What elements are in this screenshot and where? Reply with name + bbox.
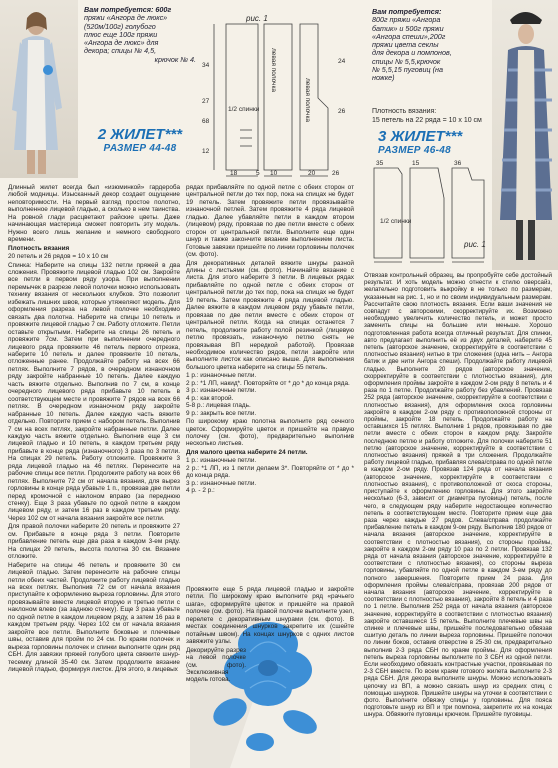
materials-line: Вам потребуется: 600г: [84, 5, 172, 14]
materials-line: пряжи цвета секлы: [372, 40, 439, 50]
dim-label: 35: [376, 160, 384, 167]
vest3-size: РАЗМЕР 46-48: [378, 145, 451, 156]
photo-woman-in-striped-vest-icon: [492, 0, 558, 270]
pattern-diagram-1: [200, 14, 360, 183]
dim-label: 27: [202, 98, 210, 105]
photo-woman-in-vest-icon: [0, 0, 78, 178]
vest2-schematic: [200, 18, 360, 183]
instructions-paragraph: Провяжите еще 5 ряда лицевой гладью и закройте петли. По широкому краю выполните ряд «рачьего шага», сформируйте цветок и пришейте на правой полочке (см. фото). На правой полочке выполните узел, перелете с декоративным шнурами (см. фото). В местах соединения шнурков закрепите их (сшейте потайным швом). На концах шнурков с одних листов завяжите узлы.: [186, 586, 354, 646]
vest3-title: 3 ЖИЛЕТ***: [378, 128, 463, 145]
materials-line: для декора и помпонов,: [372, 48, 452, 58]
row-instruction: 9 р.: закрыть все петли.: [186, 409, 257, 417]
pattern-diagram-2: [368, 158, 492, 266]
row-instruction: 1 р.: изнаночные петли.: [186, 457, 257, 465]
vest2-size: РАЗМЕР 44-48: [103, 143, 177, 154]
text-column-1: [8, 184, 180, 764]
materials-line: Вам потребуется:: [372, 7, 442, 16]
diagram1-caption: рис. 1: [246, 14, 268, 23]
row-instruction: 3 р.: изнаночные петли.: [186, 387, 257, 395]
model-photo-right: [492, 0, 558, 270]
materials-line: ножке): [372, 73, 395, 83]
vest2-materials: [84, 6, 196, 64]
row-instruction: 3 р.: изнаночные петли.: [186, 479, 257, 487]
density-text: 20 петель и 26 рядов = 10 х 10 см: [8, 253, 109, 261]
materials-line: № 5,5,15 пуговиц (на: [372, 65, 443, 75]
row-instruction: 4 р.: как второй.: [186, 394, 234, 402]
dim-label: 36: [454, 160, 462, 167]
vest3-schematic: [368, 158, 492, 266]
diagram1-front-label: левая полочка: [270, 48, 277, 93]
materials-line: декора; спицы № 4,5,: [84, 46, 157, 56]
model-photo-left: [0, 0, 78, 178]
vest2-title-block: [80, 126, 200, 154]
dim-label: 34: [202, 62, 210, 69]
materials-line: «Ангора спеши»,200г: [372, 31, 446, 41]
instructions-paragraph: По широкому краю полотна выполните ряд сечного цветок. Сформируйте цветок и пришейте на правую полочку (см. фото), предварительно выполнив несколько листьев.: [186, 418, 354, 448]
materials-line: батик» и 500г пряжи: [372, 23, 444, 33]
dim-label: 18: [230, 170, 238, 177]
materials-line: 800г пряжи «Ангора: [372, 15, 441, 25]
row-instruction: 2 р.: *1 ЛП, накид*. Повторяйте от * до * до конца ряда.: [186, 379, 350, 387]
dim-label: 5: [256, 170, 260, 177]
instructions-paragraph: Наберите на спицы 46 петель и провяжите 30 см лицевой гладью. Затем перенесите на рабочие спицы петли обеих частей. Продолжите работу лицевой гладью на всех петлях. Выполнив 72 см от начала вязания приступайте к оформлению выреза горловины. Для этого провязывайте вместе лицевой вторую и третью петли с наклоном влево (за заднюю стенку). Еще 3 раза убавьте по одной петле в каждом лицевом ряду, а затем 16 раз в каждом третьем ряду. Через 102 см от начала вязания закройте все петли. Выполните боковые и плечевые швы, оставив для пройм по 24 см. По краям полочек и выреза горловины полочек и спинки выполните один ряд СБН. Для завязки пряжей голубого цвета свяжите шнур-тесемку длиной 35-40 см. Затем продолжите вязание лицевой гладью, формируя листок. Для этого, в лицевых: [8, 561, 180, 673]
dim-label: 12: [202, 148, 210, 155]
intro-paragraph: Длинный жилет всегда был «изюминкой» гардероба любой модницы. Изысканный декор создает ощущение неповторимости. На первый взгляд простое полотно, выполненное лицевой гладью, а сколько в нем таинства. На ровной глади расцветают райские цветы. Даже начинающая мастерица сможет повторить эту модель. Нужно всего лишь желание и немного свободного времени.: [8, 184, 180, 244]
instructions-paragraph: Спинка: Наберите на спицы 132 петли пряжей в два сложения. Провяжите лицевой гладью 102 см. Закройте все петли в первом ряду узора. При выполнении перемычек в разрезе левой полочки можно использовать технику вязания от нескольких клубков. Это позволит избежать лишних швов, которые утяжеляют модель. Для оформления разреза на левой полочке необходимо связать два полотна. Наберите на спицы 10 петель и провяжите лицевой гладью 7 см. Работу отложите. Петли оставьте открытыми. Наберите на спицы 26 петель и провяжите 7см. Затем при выполнении очередного лицевого ряда провяжите 46 петель первого отрезка, наберите 10 петель и далее провяжите 10 петель, отложенные ранее. Продолжайте работу на всех 66 петлях. Выполните 7 рядов, в очередном изнаночном ряду закройте набранные 10 петель. Далее каждую часть вяжите отдельно. Выполнив по 7 см, в конце очередного лицевого ряда прибавьте 10 петель в соответствующем месте и провяжите 7 рядов на всех 66 петлях. В очередном изнаночном ряду закройте набранные 10 петель. Далее каждую часть вяжите отдельно. Повторите прием с набором петель. Выполнив 7 см на всех петлях, закройте набранные петли. Далее каждую часть вяжите отдельно. Выполнив еще 3 см лицевой гладью и 10 петель, в каждом третьем ряду прибавьте в конце ряда (изнаночного) 3 раза по 3 петли. На спицах 29 петель. Работу отложите. Провяжите 3 ряда лицевой гладью на 46 петлях. Перенесите на рабочие спицы все петли. Продолжите работу на всех 66 петлях. Выполните 72 см от начала вязания, для вырез горловины в конце ряда убавьте 1 п., провязав две петли перед кромочной с наклоном вправо (за переднюю стенку). Еще 3 раза убавьте по одной петле в каждом лицевом ряду, и затем 16 раз в каждом третьем ряду. Через 102 см от начала вязания закройте все петли.: [8, 261, 180, 522]
row-instruction: 4 р. - 2 р.:: [186, 487, 215, 495]
instructions-paragraph: рядах прибавляйте по одной петле с обеих сторон от центральной петли до тех пор, пока на спицах не будет 19 петель. Затем провяжите петли провязывайте изнаночной петлей. Затем провяжите 4 ряда лицевой гладью. Далее убавляйте петли в каждом втором (лицевом) ряду, провязав по две петли вместе с обеих сторон от центральной петли. Выполните еще один шнур и также закончите вязание выполнением листа. Готовые завязки пришейте по линии горловины полочек (см. фото).: [186, 184, 354, 259]
dim-label: 10: [270, 170, 278, 177]
dim-label: 15: [412, 160, 420, 167]
density-value: 15 петель на 22 ряда = 10 х 10 см: [372, 116, 482, 124]
density-title: Плотность вязания:: [372, 108, 437, 115]
materials-line: плюс еще 100г пряжи: [84, 29, 158, 39]
row-instruction: 2 р.: *1 ЛП, из 1 петли делаем 3*. Повторяйте от * до * до конца ряда.: [186, 464, 354, 480]
vest3-materials: [372, 8, 488, 83]
dim-label: 26: [332, 170, 340, 177]
dim-label: 68: [202, 118, 210, 125]
diagram2-caption: рис. 1: [464, 240, 486, 249]
row-instruction: 5-8 р.: лицевая гладь.: [186, 402, 251, 410]
instructions-paragraph: Для правой полочки наберите 20 петель и провяжите 27 см. Прибавьте в конце ряда 3 петли. Повторите прибавление петель еще два раза в каждом 3-ем ряду. На спицах 29 петель, высота полотна 30 см. Вязание отложите.: [8, 523, 180, 561]
section-heading: Для малого цветка наберите 24 петли.: [186, 448, 308, 456]
vest3-title-block: [378, 128, 498, 156]
materials-line: спицы № 5,5,крючок: [372, 56, 441, 66]
row-instruction: 1 р.: изнаночные петли.: [186, 372, 257, 380]
dim-label: 26: [338, 108, 346, 115]
materials-line: (520м/100г) голубого: [84, 21, 156, 31]
instructions-paragraph: Для декоративных деталей вяжите шнуры разной длины с листьями (см. фото). Начинайте вязание с листа. Для этого наберите 3 петли. В лицевых рядах прибавляйте по одной петле с обеих сторон от центральной петли до тех пор, пока на спицах не будет 19 петель. Затем провяжите 4 ряда лицевой гладью. Далее вяжите в каждом лицевом ряду убавьте петли, провязав по две петли вместе с обеих сторон от центральной петли. Когда на спицах останется 7 петель, продолжите работу полой резинкой (лицевую петлю провязать, изнаночную петлю снять не провязывая ВП нередкой работой). Провязав необходимое количество рядов, петли закройте или выполните листок как описано выше. Для выполнения большого цветка наберите на спицы 55 петель.: [186, 259, 354, 371]
diagram1-back-label: 1/2 спинки: [228, 106, 260, 113]
dim-label: 20: [308, 170, 316, 177]
materials-line: крючок № 4.: [154, 54, 196, 64]
instructions-paragraph: Декорируйте разрез на левой полочке (см. фото). Эксклюзивная модель готова.: [186, 646, 246, 684]
materials-line: «Ангора де люкс» для: [84, 38, 159, 48]
materials-line: пряжи «Ангора де люкс»: [84, 13, 168, 23]
diagram1-front-label: левая полочка: [304, 78, 311, 123]
dim-label: 24: [338, 58, 346, 65]
vest2-title: 2 ЖИЛЕТ***: [97, 126, 183, 143]
text-column-2-bottom: [186, 586, 354, 764]
instructions-paragraph: Отвязав контрольный образец, вы пропробуйте себе достойный результат. И хоть модель можно отнести к стилю оверсайз, желательно подготовить выкройку в не только по размерам, указанным на рис. 1, но и по своим индивидуальным размерам. Рассчитайте свою плотность вязания. Если ваши значения не совпадут с авторскими, скорректируйте их. Возможно необходимо увеличить количество петель, и может просто заменить спицы на большие или меньше. Хорошо подготовленная работа всегда отличный результат. Для спинки, авто предлагает выполнить её из двух деталей, наберите 45 петель (авторское значение, скорректируйте в соответствии с плотностью вязания) нитью в три сложения (одна нить – Ангора батик и две нити Ангора спеши). Продолжайте работу лицевой гладью. Выполните 20 рядов (авторское значение, скорректируйте в соответствии с плотностью вязания), для оформления проймы закройте в каждом 2-ом ряду 8 петель и 4 раза по 1 петле. Продолжайте работу без убавлений. Провязав 252 ряда (авторское значение, скорректируйте в соответствии с плотностью вязания), для оформления скоса горловины закройте в каждом 2-ом ряду с противоположной стороны от проймы, закройте 18 петель. Продолжайте работу на оставшихся 15 петлях. Выполнив 1 рядов, провязывая по две петли вместе с обеих сторон в каждом ряду. Закройте последнюю петлю и работу отложите. Для полочки наберите 51 петлю (авторское значение, корректируйте в соответствии с плотностью вязания) пряжей в три сложения. Продолжайте работу лицевой гладью, прибавляя слева/справа по одной петле в каждом 2-ом ряду. Провязав 124 ряда от начала вязания (авторское значение, корректируйте в соответствии с плотностью вязания), с противоположной от скоса стороны, приступайте к оформлению горловины. Для этого закройте несколько (6-3, зависит от диаметра пуговицы) петель, после чего, в следующем ряду наберите недостающее количество петель в соответствующем месте. Повторите прием еще два раза через каждые 27 рядов. Слева/справа продолжайте прибавление петель в каждом 9-ом ряду. Выполнив 180 рядов от начала вязания (авторское значение, корректируйте в соответствии с плотностью вязания), со стороны проймы, закройте в каждом 2-ом ряду 10 раз по 2 петли. Провязав 132 ряда от начала вязания (авторское значение, корректируйте в соответствии с плотностью вязания), со стороны выреза горловины, убавляйте по одной петле в каждом 3-ем ряду до полного завершения. Повторите прием 24 раза. Для оформления проймы слева/справа, провязав 200 рядов от начала вязания (авторское значение, корректируйте в соответствии с плотностью вязания), закройте 8 петель и 4 раза по 1 петле. Выполнив 252 ряда от начала вязания (авторское значение, корректируйте в соответствии с плотностью вязания) закройте оставшиеся 15 петель. Выполните плечевые швы на спинке и плечевые швы, пришейте последовательно обвязав сшитую деталь по линии выреза горловины. Пришейте полочки по линии боков, оставив отверстие в 25-30 см, предварительно выполнив 2-3 ряда СБН по краям проймы. Для оформления петель выреза горловины выполните по 3 СБН из одной петли. Если необходимо обвязать контрастные участки, провязывая по 2-3 СБН вместе. По всем краям готового жилета выполните 2-3 ряда СБН. Для декора выполните шнуры. Можно использовать цепочку из ВП, а можно связать шнур из средних спиц с помощью шнурков. Пришейте шнуры на уточки в соответствии с фото. Выполните обвязку спицы у горловины. Для пояса подготовьте шнур из ВП и три помпона, закрепите их на концах шнура. Обвяжите пуговицы крючком. Пришейте пуговицы.: [364, 272, 552, 719]
diagram2-back-label: 1/2 спинки: [380, 218, 412, 225]
text-column-3: [364, 272, 552, 766]
section-heading: Плотность вязания: [8, 244, 70, 252]
text-column-2: [186, 184, 354, 590]
vest3-density: [372, 108, 492, 125]
